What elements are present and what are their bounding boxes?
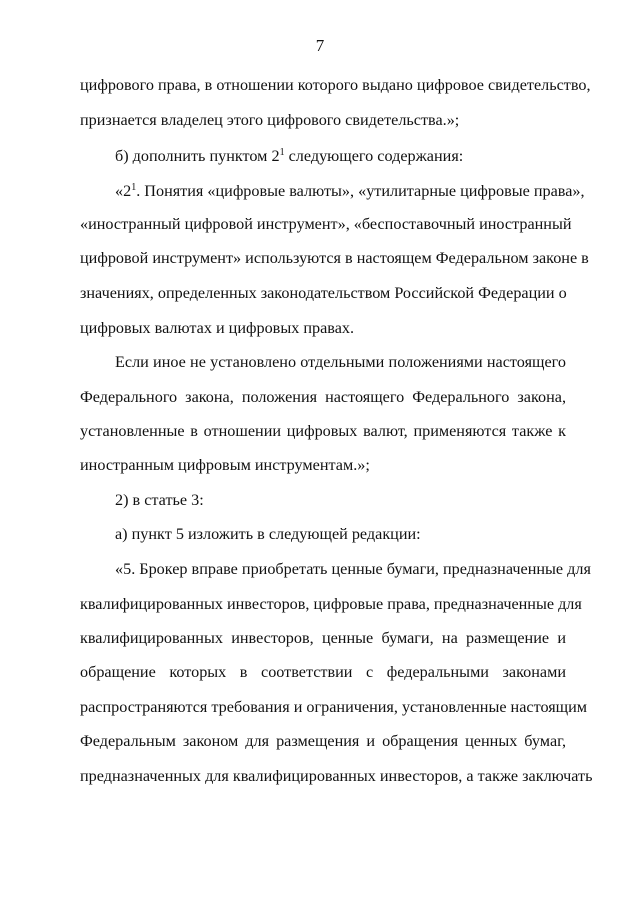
- text-line-2: признается владелец этого цифрового свидетельства.»;: [80, 111, 460, 129]
- text-line-19: распространяются требования и ограничения, установленные настоящим: [80, 698, 588, 716]
- text-line-6: цифровой инструмент» используются в настоящем Федеральном законе в: [80, 249, 589, 267]
- text-line-16: квалифицированных инвесторов, цифровые права, предназначенные для: [80, 595, 582, 613]
- page-number: 7: [315, 36, 325, 55]
- text-line-3: [115, 146, 566, 166]
- superscript-1: 1: [279, 147, 285, 158]
- superscript-2: 1: [131, 182, 137, 193]
- text-line-21: предназначенных для квалифицированных инвесторов, а также заключать: [80, 767, 593, 785]
- text-line-4-pre: «2: [115, 182, 132, 200]
- text-line-4: [115, 181, 585, 201]
- text-line-7: значениях, определенных законодательством Российской Федерации о: [80, 284, 567, 302]
- text-line-11: установленные в отношении цифровых валют, применяются также к: [80, 422, 566, 440]
- text-line-14: а) пункт 5 изложить в следующей редакции:: [115, 525, 421, 543]
- text-line-4-post: . Понятия «цифровые валюты», «утилитарные цифровые права»,: [136, 182, 585, 200]
- text-line-20: Федеральным законом для размещения и обращения ценных бумаг,: [80, 732, 566, 750]
- text-line-1: цифрового права, в отношении которого выдано цифровое свидетельство,: [80, 76, 591, 94]
- text-line-13: 2) в статье 3:: [115, 491, 204, 509]
- text-line-10: Федерального закона, положения настоящего Федерального закона,: [80, 388, 566, 406]
- text-line-3-post: следующего содержания:: [284, 147, 464, 165]
- text-line-18: обращение которых в соответствии с федеральными законами: [80, 663, 566, 681]
- text-line-12: иностранным цифровым инструментам.»;: [80, 456, 370, 474]
- text-line-15: «5. Брокер вправе приобретать ценные бумаги, предназначенные для: [115, 560, 591, 578]
- text-line-3-pre: б) дополнить пунктом 2: [115, 147, 280, 165]
- text-line-17: квалифицированных инвесторов, ценные бумаги, на размещение и: [80, 629, 566, 647]
- text-line-8: цифровых валютах и цифровых правах.: [80, 319, 355, 337]
- text-line-5: «иностранный цифровой инструмент», «беспоставочный иностранный: [80, 215, 572, 233]
- text-line-9: Если иное не установлено отдельными положениями настоящего: [115, 353, 566, 371]
